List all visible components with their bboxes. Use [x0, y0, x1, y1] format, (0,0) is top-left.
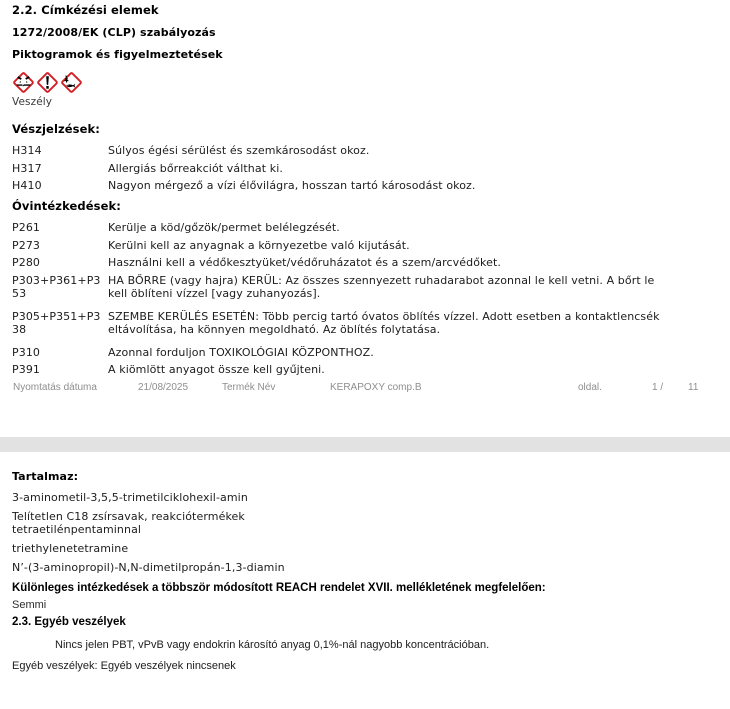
precaution-text: Kerülni kell az anyagnak a környezetbe való kijutását.	[108, 238, 410, 252]
page-2-content	[0, 470, 730, 672]
precaution-code: P391	[12, 363, 41, 376]
hazard-statement-row	[12, 162, 718, 175]
precaution-statement-row	[12, 221, 718, 234]
print-date-value: 21/08/2025	[138, 382, 189, 393]
ghs07-exclamation-mark-icon	[34, 69, 61, 96]
substance-item: 3-aminometil-3,5,5-trimetilciklohexil-amin	[12, 491, 248, 504]
precaution-text: HA BŐRRE (vagy hajra) KERÜL: Az összes szennyezett ruhadarabot azonnal le kell vetni. A bőrt le kell öblíteni vízzel [vagy zuhanyozás].	[108, 273, 655, 300]
precaution-code: P305+P351+P338	[12, 309, 101, 336]
precaution-text: Használni kell a védőkesztyüket/védőruházatot és a szem/arcvédőket.	[108, 256, 502, 269]
clp-regulation-title: 1272/2008/EK (CLP) szabályozás	[12, 26, 216, 39]
hazard-statement-row	[12, 144, 718, 157]
precaution-statement-row	[12, 346, 718, 359]
substance-item: Telítetlen C18 zsírsavak, reakciótermékek tetraetilénpentaminnal	[12, 510, 245, 536]
pbt-statement: Nincs jelen PBT, vPvB vagy endokrin károsító anyag 0,1%-nál nagyobb koncentrációban.	[55, 639, 490, 651]
substance-list	[12, 491, 718, 574]
page-footer	[0, 382, 730, 396]
print-date-label: Nyomtatás dátuma	[13, 382, 97, 393]
hazard-code: H317	[12, 161, 42, 175]
precaution-statement-row	[12, 256, 718, 269]
precaution-code: P261	[12, 221, 41, 234]
reach-annex-value: Semmi	[12, 599, 47, 611]
precaution-statement-row	[12, 239, 718, 252]
hazard-statements-heading: Vészjelzések:	[12, 122, 100, 136]
hazard-code: H410	[12, 179, 42, 192]
precaution-statement-row	[12, 274, 718, 300]
hazard-text: Nagyon mérgező a vízi élővilágra, hosszan tartó károsodást okoz.	[108, 179, 476, 192]
page-total: 11	[688, 382, 699, 393]
precautionary-statements-heading: Óvintézkedések:	[12, 199, 121, 213]
other-hazards-line: Egyéb veszélyek: Egyéb veszélyek nincsenek	[12, 660, 236, 672]
section-2-3-title: 2.3. Egyéb veszélyek	[12, 616, 126, 628]
hazard-statement-row	[12, 179, 718, 192]
hazard-code: H314	[12, 144, 42, 157]
ghs09-environment-icon	[58, 69, 85, 96]
precaution-code: P303+P361+P353	[12, 273, 101, 300]
section-2-2-title: 2.2. Címkézési elemek	[12, 3, 159, 17]
precaution-code: P280	[12, 256, 41, 269]
signal-word: Veszély	[12, 96, 53, 108]
page-label: oldal.	[578, 382, 602, 393]
precaution-text: Kerülje a köd/gőzök/permet belélegzését.	[108, 221, 340, 234]
hazard-text: Allergiás bőrreakciót válthat ki.	[108, 161, 283, 175]
precaution-statement-row	[12, 310, 718, 336]
reach-annex-heading: Különleges intézkedések a többször módosított REACH rendelet XVII. mellékletének megfelelően:	[12, 582, 546, 594]
page-current: 1 /	[652, 382, 664, 393]
page-break-divider	[0, 437, 730, 452]
substance-item: triethylenetetramine	[12, 542, 129, 555]
pictograms-heading: Piktogramok és figyelmeztetések	[12, 48, 223, 61]
ghs-pictogram-row	[10, 69, 718, 96]
ghs05-corrosion-icon	[10, 69, 37, 96]
contains-heading: Tartalmaz:	[12, 470, 79, 483]
substance-item: N’-(3-aminopropil)-N,N-dimetilpropán-1,3-diamin	[12, 561, 285, 574]
precaution-statement-row	[12, 363, 718, 376]
precaution-code: P273	[12, 238, 41, 252]
hazard-statements-list	[12, 144, 718, 192]
precautionary-statements-list	[12, 221, 718, 376]
precaution-code: P310	[12, 345, 41, 359]
product-name-value: KERAPOXY comp.B	[330, 382, 422, 393]
precaution-text: SZEMBE KERÜLÉS ESETÉN: Több percig tartó óvatos öblítés vízzel. Adott esetben a kontaktlencsék eltávolítása, ha könnyen megoldható. Az öblítés folytatása.	[108, 309, 660, 336]
hazard-text: Súlyos égési sérülést és szemkárosodást okoz.	[108, 144, 370, 157]
precaution-text: Azonnal forduljon TOXIKOLÓGIAI KÖZPONTHOZ.	[108, 345, 374, 359]
precaution-text: A kiömlött anyagot össze kell gyűjteni.	[108, 363, 325, 376]
product-name-label: Termék Név	[222, 382, 276, 393]
